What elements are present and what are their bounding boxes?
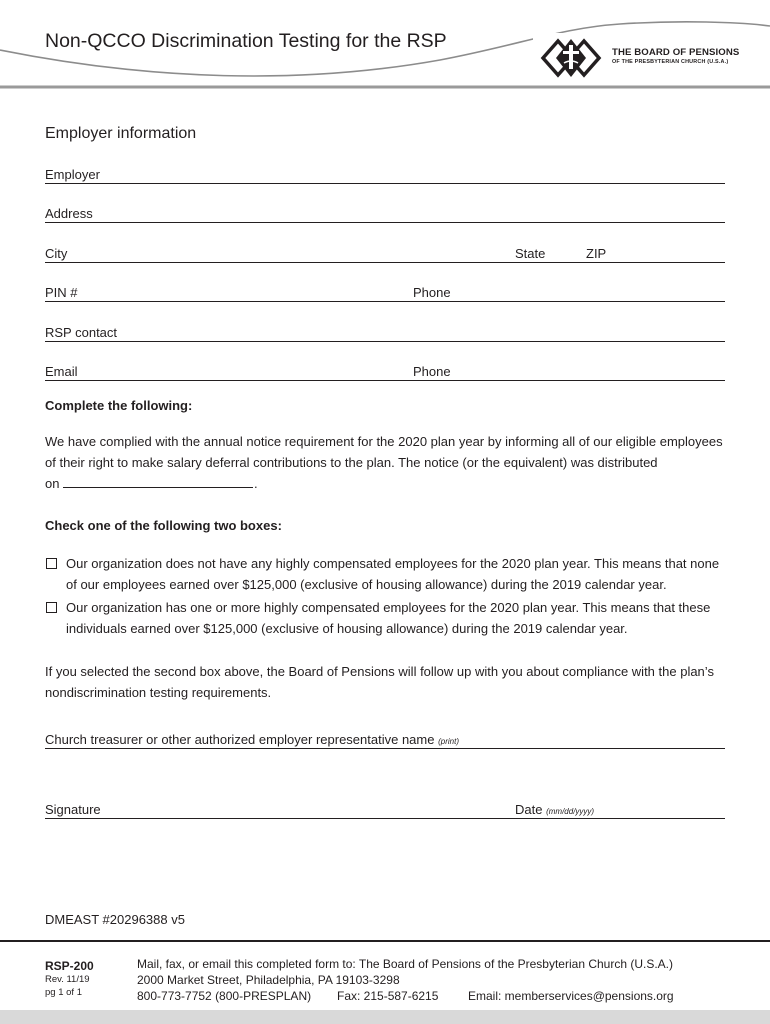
notice-line1: We have complied with the annual notice requirement for the 2020 plan year by informing all of our eligible employees xyxy=(45,434,723,449)
email-label: Email xyxy=(45,364,82,379)
signature-field[interactable] xyxy=(45,818,725,819)
date-label: Date xyxy=(515,802,543,817)
followup-line2: nondiscrimination testing requirements. xyxy=(45,685,272,700)
section-title-employer-info: Employer information xyxy=(45,125,197,142)
option1-checkbox[interactable] xyxy=(46,558,57,569)
city-label: City xyxy=(45,246,71,261)
logo-text-main: THE BOARD OF PENSIONS xyxy=(612,47,740,58)
state-label: State xyxy=(515,246,549,261)
form-code: RSP-200 xyxy=(45,959,94,973)
print-hint: (print) xyxy=(438,737,459,746)
logo-text-sub: OF THE PRESBYTERIAN CHURCH (U.S.A.) xyxy=(612,59,729,65)
option1-line2: of our employees earned over $125,000 (exclusive of housing allowance) during the 2019 calendar year. xyxy=(66,577,667,592)
complete-heading: Complete the following: xyxy=(45,398,193,413)
option2-line1: Our organization has one or more highly compensated employees for the 2020 plan year. This means that these xyxy=(66,600,711,615)
employer-label: Employer xyxy=(45,167,104,182)
phone-label: Phone xyxy=(413,285,455,300)
employer-field[interactable] xyxy=(45,183,725,184)
revision: Rev. 11/19 xyxy=(45,974,90,985)
date-label-wrap xyxy=(515,802,598,817)
email-address: Email: memberservices@pensions.org xyxy=(468,989,674,1003)
form-title: Non-QCCO Discrimination Testing for the RSP xyxy=(45,30,447,52)
phone2-label: Phone xyxy=(413,364,455,379)
option2-line2: individuals earned over $125,000 (exclusive of housing allowance) during the 2019 calendar year. xyxy=(66,621,628,636)
document-id: DMEAST #20296388 v5 xyxy=(45,912,185,927)
city-field[interactable] xyxy=(45,262,725,263)
representative-name-label xyxy=(45,732,463,747)
option2-checkbox[interactable] xyxy=(46,602,57,613)
fax-number: Fax: 215-587-6215 xyxy=(337,989,439,1003)
mail-instructions: Mail, fax, or email this completed form to: The Board of Pensions of the Presbyterian Church (U.S.A.) xyxy=(137,957,674,971)
email-field[interactable] xyxy=(45,380,725,381)
notice-date-field[interactable] xyxy=(63,487,253,488)
address-label: Address xyxy=(45,206,97,221)
footer-divider xyxy=(0,940,770,942)
board-of-pensions-logo xyxy=(533,33,609,83)
option1-line1: Our organization does not have any highly compensated employees for the 2020 plan year. This means that none xyxy=(66,556,720,571)
pin-field[interactable] xyxy=(45,301,725,302)
rsp-contact-label: RSP contact xyxy=(45,325,121,340)
date-hint: (mm/dd/yyyy) xyxy=(546,807,595,816)
address-field[interactable] xyxy=(45,222,725,223)
mail-address: 2000 Market Street, Philadelphia, PA 19103-3298 xyxy=(137,973,400,987)
check-heading: Check one of the following two boxes: xyxy=(45,518,282,533)
zip-label: ZIP xyxy=(586,246,610,261)
signature-label: Signature xyxy=(45,802,105,817)
phone-number: 800-773-7752 (800-PRESPLAN) xyxy=(137,989,312,1003)
representative-name-text: Church treasurer or other authorized employer representative name xyxy=(45,732,435,747)
representative-name-field[interactable] xyxy=(45,748,725,749)
notice-line2: of their right to make salary deferral contributions to the plan. The notice (or the equivalent) was distributed xyxy=(45,455,658,470)
rsp-contact-field[interactable] xyxy=(45,341,725,342)
page-number: pg 1 of 1 xyxy=(45,987,82,998)
on-label: on xyxy=(45,476,60,491)
notice-period: . xyxy=(254,476,258,491)
pin-label: PIN # xyxy=(45,285,82,300)
footer-band xyxy=(0,1010,770,1024)
followup-line1: If you selected the second box above, the Board of Pensions will follow up with you about compliance with the plan’s xyxy=(45,664,714,679)
